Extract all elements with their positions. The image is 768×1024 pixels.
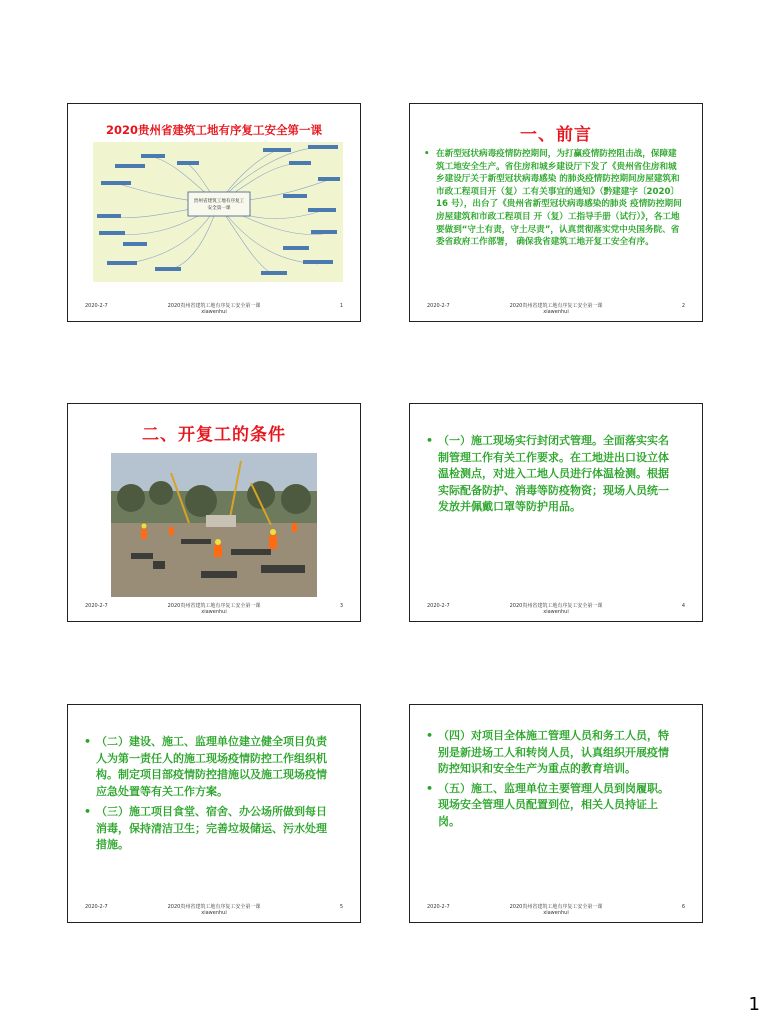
footer-author: xiawenhui <box>543 609 569 615</box>
footer-title <box>68 904 360 916</box>
page-number: 1 <box>748 994 760 1015</box>
slide-5 <box>67 704 361 923</box>
footer-author: xiawenhui <box>201 609 227 615</box>
bullet-list <box>426 433 678 516</box>
list-item: • （一）施工现场实行封闭式管理。全面落实实名制管理工作有关工作要求。在工地进出口设立体温检测点，对进入工地人员进行体温检测。根据实际配备防护、消毒等防疫物资；现场人员统一发放并佩戴口罩等防护用品。 <box>426 433 678 516</box>
svg-text:安全第一课: 安全第一课 <box>207 206 231 211</box>
footer-date: 2020-2-7 <box>427 904 450 910</box>
slide-title: 一、前言 <box>520 125 592 145</box>
slide-number: 4 <box>681 603 685 609</box>
footer-title-text: 2020贵州省建筑工地有序复工安全第一课 <box>167 904 261 910</box>
slide-number: 6 <box>681 904 685 910</box>
slide-2 <box>409 103 703 322</box>
footer-title <box>68 603 360 615</box>
slide-footer <box>410 903 702 919</box>
footer-title <box>410 603 702 615</box>
footer-author: xiawenhui <box>543 910 569 916</box>
footer-title <box>68 303 360 315</box>
slide-footer <box>68 302 360 318</box>
slide-number: 1 <box>339 303 343 309</box>
footer-date: 2020-2-7 <box>85 904 108 910</box>
list-item: • （四）对项目全体施工管理人员和务工人员，特别是新进场工人和转岗人员，认真组织开展疫情防控知识和安全生产为重点的教育培训。 <box>426 728 678 778</box>
footer-title-text: 2020贵州省建筑工地有序复工安全第一课 <box>509 904 603 910</box>
slide-footer <box>410 302 702 318</box>
footer-title <box>410 904 702 916</box>
slide-1 <box>67 103 361 322</box>
footer-author: xiawenhui <box>201 910 227 916</box>
footer-date: 2020-2-7 <box>85 603 108 609</box>
list-item: • （三）施工项目食堂、宿舍、办公场所做到每日消毒，保持清洁卫生；完善垃圾储运、污水处理措施。 <box>84 804 336 854</box>
bullet-list <box>84 734 336 854</box>
bullet-list <box>424 148 684 249</box>
svg-text:贵州省建筑工地有序复工: 贵州省建筑工地有序复工 <box>193 199 245 204</box>
slide-6 <box>409 704 703 923</box>
footer-author: xiawenhui <box>201 309 227 315</box>
list-item: • （五）施工、监理单位主要管理人员到岗履职。现场安全管理人员配置到位，相关人员持证上岗。 <box>426 781 678 831</box>
slide-3 <box>67 403 361 622</box>
mindmap-diagram <box>93 142 343 282</box>
construction-site-photo <box>111 453 317 597</box>
slide-number: 5 <box>339 904 343 910</box>
footer-title <box>410 303 702 315</box>
footer-title-text: 2020贵州省建筑工地有序复工安全第一课 <box>167 603 261 609</box>
slide-number: 2 <box>681 303 685 309</box>
slide-footer <box>410 602 702 618</box>
slide-number: 3 <box>339 603 343 609</box>
slide-footer <box>68 903 360 919</box>
bullet-list <box>426 728 678 831</box>
footer-date: 2020-2-7 <box>427 303 450 309</box>
footer-author: xiawenhui <box>543 309 569 315</box>
footer-date: 2020-2-7 <box>85 303 108 309</box>
list-item: • （二）建设、施工、监理单位建立健全项目负责人为第一责任人的施工现场疫情防控工作组织机构。制定项目部疫情防控措施以及施工现场疫情应急处置等有关工作方案。 <box>84 734 336 801</box>
list-item: • 在新型冠状病毒疫情防控期间，为打赢疫情防控阻击战，保障建筑工地安全生产。省住房和城乡建设厅下发了《贵州省住房和城乡建设厅关于新型冠状病毒感染 的肺炎疫情防控期间房屋建筑和市政工程项目开（复）工有关事宜的通知》（黔建建字〔2020〕16 号），出台了《贵州省新型冠状病毒感染的肺炎 疫情防控期间房屋建筑和市政工程项目 开（复）工指导手册（试行）》，各工地要做到“守土有责，守土尽责”，认真贯彻落实党中央国务院、省委省政府工作部署， 确保我省建筑工地开复工安全有序。 <box>424 148 684 249</box>
slide-4 <box>409 403 703 622</box>
footer-date: 2020-2-7 <box>427 603 450 609</box>
footer-title-text: 2020贵州省建筑工地有序复工安全第一课 <box>509 303 603 309</box>
slide-footer <box>68 602 360 618</box>
footer-title-text: 2020贵州省建筑工地有序复工安全第一课 <box>167 303 261 309</box>
slide-title: 二、开复工的条件 <box>142 425 286 445</box>
slide-title: 2020贵州省建筑工地有序复工安全第一课 <box>105 123 322 137</box>
footer-title-text: 2020贵州省建筑工地有序复工安全第一课 <box>509 603 603 609</box>
